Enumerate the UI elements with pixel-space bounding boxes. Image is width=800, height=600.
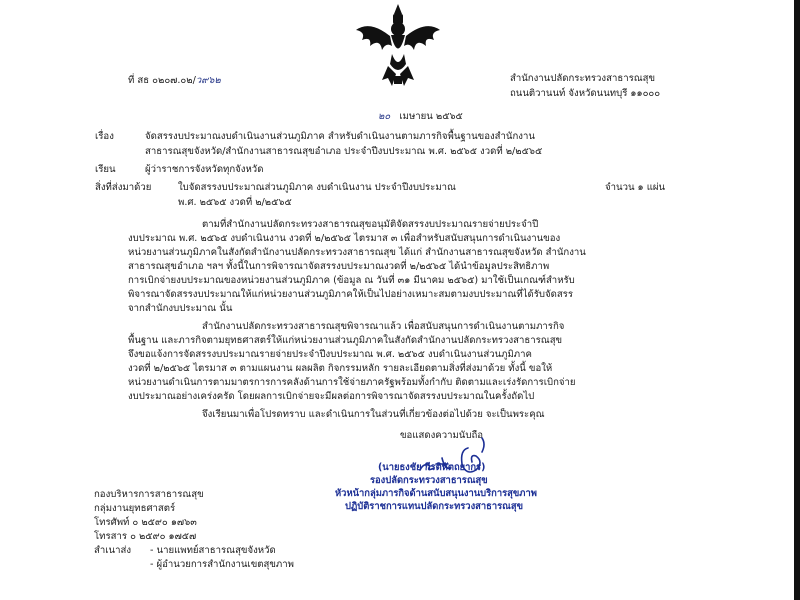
scan-edge-border <box>794 0 800 600</box>
date-day-handwritten: ๒๐ <box>378 111 391 122</box>
paragraph-2-line: พื้นฐาน และภารกิจตามยุทธศาสตร์ให้แก่หน่วยงานส่วนภูมิภาคในสังกัดสำนักงานปลัดกระทรวงสาธารณสุข <box>128 335 563 346</box>
closing-request: จึงเรียนมาเพื่อโปรดทราบ และดำเนินการในส่วนที่เกี่ยวข้องต่อไปด้วย จะเป็นพระคุณ <box>202 409 545 420</box>
paragraph-2-line: จึงขอแจ้งการจัดสรรงบประมาณรายจ่ายประจำปีงบประมาณ พ.ศ. ๒๕๖๕ งบดำเนินงานส่วนภูมิภาค <box>128 349 532 360</box>
paragraph-2-line: หน่วยงานดำเนินการตามมาตรการการคลังด้านการใช้จ่ายภาครัฐพร้อมทั้งกำกับ ติดตามและเร่งรัดการเบิกจ่าย <box>128 377 576 388</box>
dept-name: กองบริหารการสาธารณสุข <box>94 489 204 500</box>
office-name: สำนักงานปลัดกระทรวงสาธารณสุข <box>510 73 656 84</box>
signer-title-1: รองปลัดกระทรวงสาธารณสุข <box>370 475 488 486</box>
subject-label: เรื่อง <box>95 131 114 142</box>
paragraph-1-line: จากสำนักงบประมาณ นั้น <box>128 303 233 314</box>
signer-title-2: หัวหน้ากลุ่มภารกิจด้านสนับสนุนงานบริการสุขภาพ <box>335 488 537 499</box>
dept-group: กลุ่มงานยุทธศาสตร์ <box>94 503 176 514</box>
paragraph-1-line: หน่วยงานส่วนภูมิภาคในสังกัดสำนักงานปลัดกระทรวงสาธารณสุข ได้แก่ สำนักงานสาธารณสุขจังหวัด สำนักงาน <box>128 247 586 258</box>
reference-number <box>128 74 221 88</box>
phone-number: โทรศัพท์ ๐ ๒๕๙๐ ๑๗๖๓ <box>94 517 197 528</box>
enclosure-line-1: ใบจัดสรรงบประมาณส่วนภูมิภาค งบดำเนินงาน ประจำปีงบประมาณ <box>178 182 456 193</box>
paragraph-1-line: ตามที่สำนักงานปลัดกระทรวงสาธารณสุขอนุมัติจัดสรรงบประมาณรายจ่ายประจำปี <box>202 219 539 230</box>
paragraph-1-line: งบประมาณ พ.ศ. ๒๕๖๕ งบดำเนินงาน งวดที่ ๒/๒๕๖๕ ไตรมาส ๓ เพื่อสำหรับสนับสนุนการดำเนินงานของ <box>128 233 561 244</box>
cc-label: สำเนาส่ง <box>94 545 132 556</box>
to-recipient: ผู้ว่าราชการจังหวัดทุกจังหวัด <box>145 164 264 175</box>
enclosure-count: จำนวน ๑ แผ่น <box>605 182 666 193</box>
signer-name: (นายธงชัย กีรติหัตถยากร) <box>378 462 486 473</box>
paragraph-2-line: งบประมาณอย่างเคร่งครัด โดยผลการเบิกจ่ายจะมีผลต่อการพิจารณาจัดสรรงบประมาณในครั้งถัดไป <box>128 391 535 402</box>
subject-line-2: สาธารณสุขจังหวัด/สำนักงานสาธารณสุขอำเภอ ประจำปีงบประมาณ พ.ศ. ๒๕๖๕ งวดที่ ๒/๒๕๖๕ <box>145 146 543 157</box>
office-address: ถนนติวานนท์ จังหวัดนนทบุรี ๑๑๐๐๐ <box>510 88 661 99</box>
date-month-year: เมษายน ๒๕๖๕ <box>399 111 463 122</box>
paragraph-1-line: สาธารณสุขอำเภอ ฯลฯ ทั้งนี้ในการพิจารณาจัดสรรงบประมาณงวดที่ ๒/๒๕๖๕ ได้นำข้อมูลประสิทธิภาพ <box>128 261 550 272</box>
letter-date <box>378 110 463 124</box>
garuda-emblem-icon <box>352 2 444 88</box>
paragraph-2-line: งวดที่ ๒/๒๕๖๕ ไตรมาส ๓ ตามแผนงาน ผลผลิต กิจกรรมหลัก รายละเอียดตามสิ่งที่ส่งมาด้วย ทั้งนี้ ขอให้ <box>128 363 553 374</box>
paragraph-2-line: สำนักงานปลัดกระทรวงสาธารณสุขพิจารณาแล้ว เพื่อสนับสนุนการดำเนินงานตามภารกิจ <box>202 321 565 332</box>
subject-line-1: จัดสรรงบประมาณงบดำเนินงานส่วนภูมิภาค สำหรับดำเนินงานตามภารกิจพื้นฐานของสำนักงาน <box>145 131 535 142</box>
paragraph-1-line: พิจารณาจัดสรรงบประมาณให้แก่หน่วยงานส่วนภูมิภาคให้เป็นไปอย่างเหมาะสมตามงบประมาณที่ได้รับจัดสรร <box>128 289 573 300</box>
cc-item: - นายแพทย์สาธารณสุขจังหวัด <box>150 545 276 556</box>
cc-item: - ผู้อำนวยการสำนักงานเขตสุขภาพ <box>150 559 294 570</box>
to-label: เรียน <box>95 164 116 175</box>
enclosure-line-2: พ.ศ. ๒๕๖๕ งวดที่ ๒/๒๕๖๕ <box>178 197 292 208</box>
fax-number: โทรสาร ๐ ๒๕๙๐ ๑๗๕๗ <box>94 531 197 542</box>
signer-title-3: ปฏิบัติราชการแทนปลัดกระทรวงสาธารณสุข <box>345 501 523 512</box>
reference-prefix: ที่ สธ ๐๒๐๗.๐๒/ <box>128 75 196 86</box>
paragraph-1-line: การเบิกจ่ายงบประมาณของหน่วยงานส่วนภูมิภาค (ข้อมูล ณ วันที่ ๓๑ มีนาคม ๒๕๖๕) มาใช้เป็นเกณฑ์สำหรับ <box>128 275 575 286</box>
enclosure-label: สิ่งที่ส่งมาด้วย <box>95 182 152 193</box>
closing-phrase: ขอแสดงความนับถือ <box>400 430 484 441</box>
reference-handwritten-number: ว๙๖๒ <box>195 75 221 86</box>
